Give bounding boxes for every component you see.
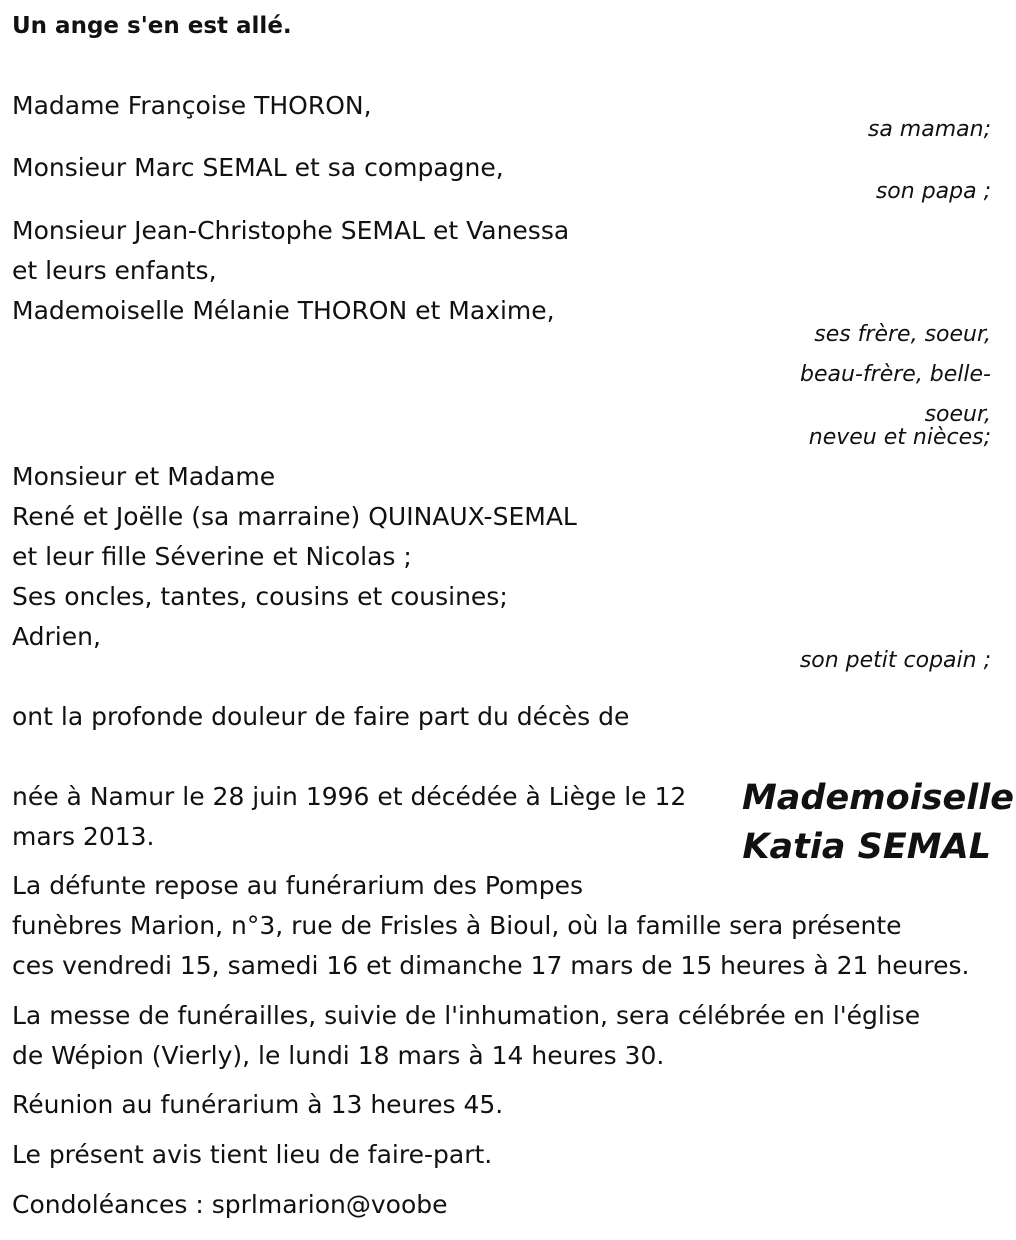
family-name-relatives-1: Monsieur et Madame <box>12 462 276 491</box>
family-name-relatives-3: et leur fille Séverine et Nicolas ; <box>12 542 412 571</box>
family-name-siblings-3: Mademoiselle Mélanie THORON et Maxime, <box>12 296 555 325</box>
announcement-text: ont la profonde douleur de faire part du décès de <box>12 702 630 731</box>
notice-title: Un ange s'en est allé. <box>12 13 292 39</box>
relation-siblings-1: ses frère, soeur, <box>814 322 991 347</box>
notice-text: Le présent avis tient lieu de faire-part. <box>12 1140 493 1169</box>
relation-mother: sa maman; <box>867 117 991 142</box>
deceased-name: Katia SEMAL <box>742 827 991 867</box>
mass-line-1: La messe de funérailles, suivie de l'inhumation, sera célébrée en l'église <box>12 1001 921 1030</box>
relation-boyfriend: son petit copain ; <box>799 648 991 673</box>
relation-siblings-4: neveu et nièces; <box>808 425 991 450</box>
relation-father: son papa ; <box>875 179 991 204</box>
family-name-mother: Madame Françoise THORON, <box>12 91 372 120</box>
reunion-text: Réunion au funérarium à 13 heures 45. <box>12 1090 504 1119</box>
repose-line-3: ces vendredi 15, samedi 16 et dimanche 17 mars de 15 heures à 21 heures. <box>12 951 970 980</box>
mass-line-2: de Wépion (Vierly), le lundi 18 mars à 14 heures 30. <box>12 1041 665 1070</box>
birth-line-1: née à Namur le 28 juin 1996 et décédée à Liège le 12 <box>12 782 687 811</box>
family-name-relatives-2: René et Joëlle (sa marraine) QUINAUX-SEMAL <box>12 502 577 531</box>
family-name-relatives-5: Adrien, <box>12 622 101 651</box>
family-name-father: Monsieur Marc SEMAL et sa compagne, <box>12 153 504 182</box>
deceased-title: Mademoiselle <box>741 778 1014 818</box>
family-name-siblings-2: et leurs enfants, <box>12 256 217 285</box>
family-name-relatives-4: Ses oncles, tantes, cousins et cousines; <box>12 582 508 611</box>
birth-line-2: mars 2013. <box>12 822 155 851</box>
repose-line-2: funèbres Marion, n°3, rue de Frisles à Bioul, où la famille sera présente <box>12 911 902 940</box>
repose-line-1: La défunte repose au funérarium des Pompes <box>12 871 583 900</box>
family-name-siblings-1: Monsieur Jean-Christophe SEMAL et Vanessa <box>12 216 570 245</box>
condolences-text: Condoléances : sprlmarion@voobe <box>12 1190 448 1219</box>
relation-siblings-2: beau-frère, belle- <box>800 362 991 387</box>
relation-siblings-3: soeur, <box>924 402 991 427</box>
